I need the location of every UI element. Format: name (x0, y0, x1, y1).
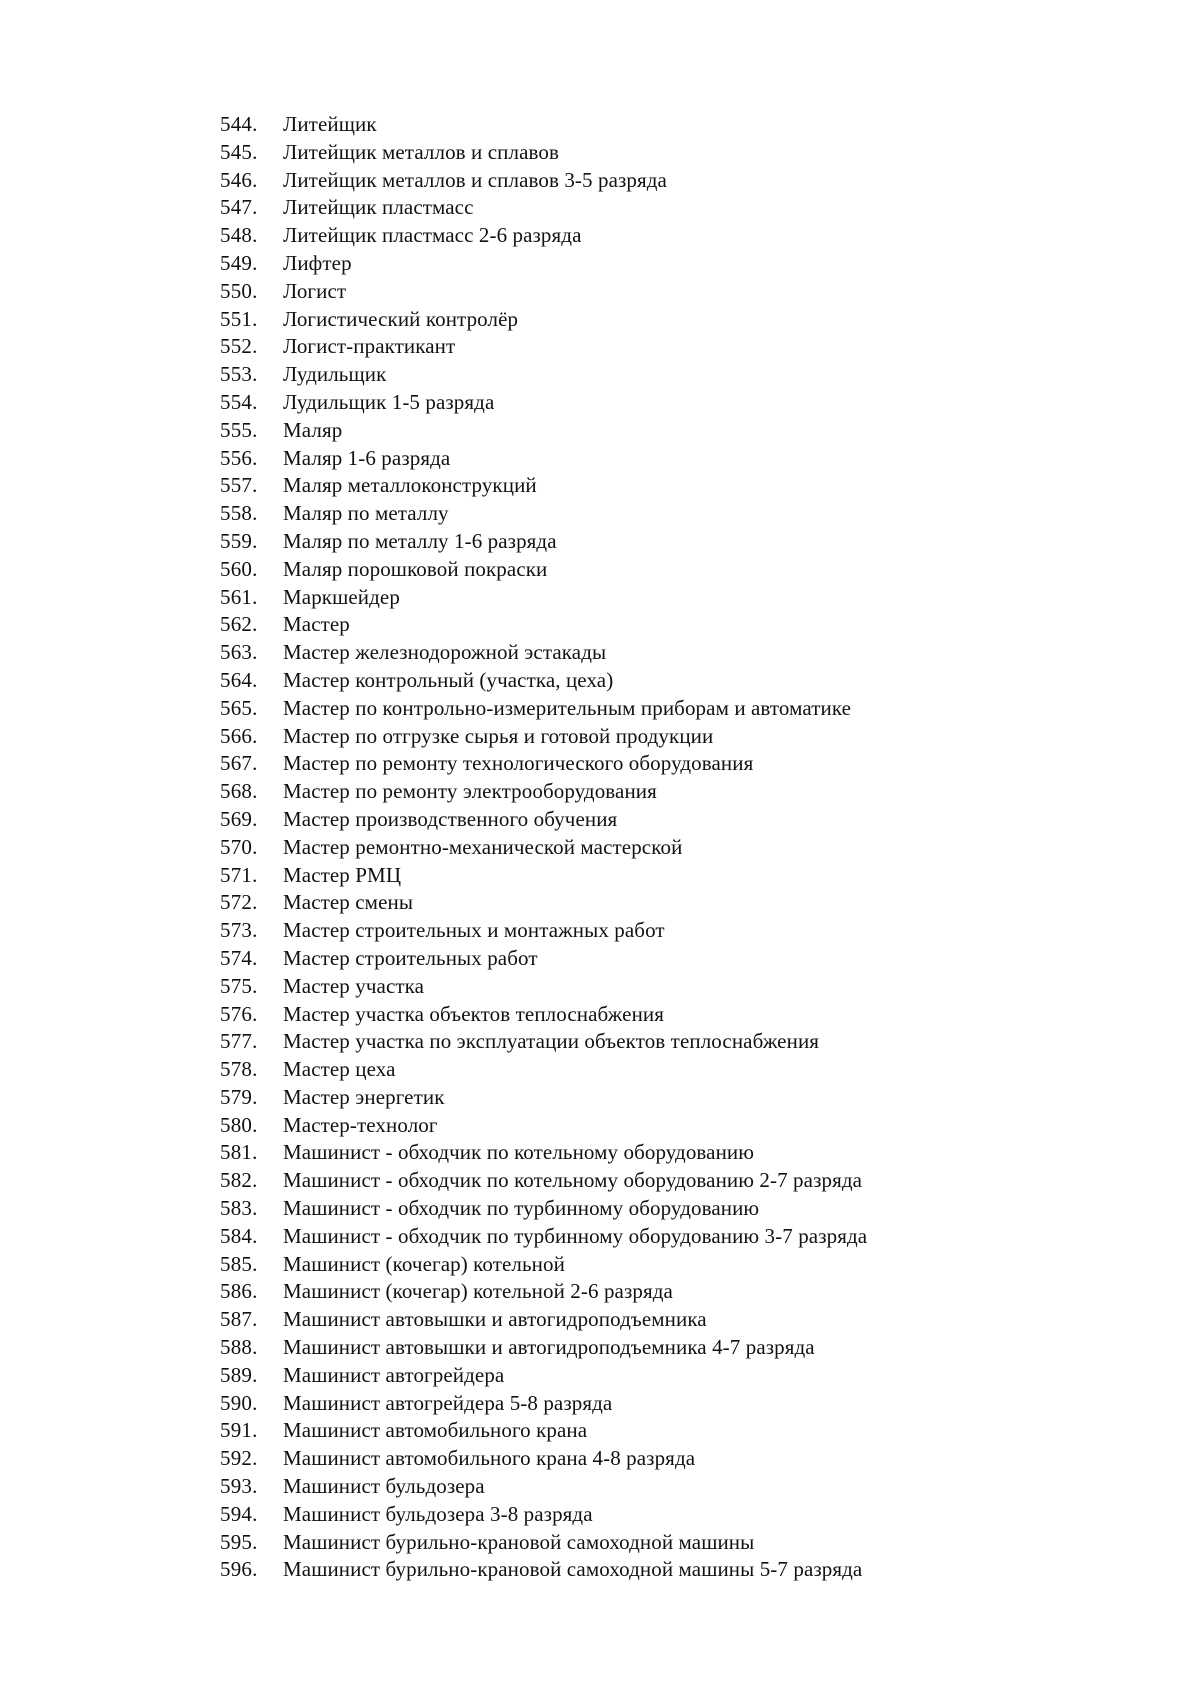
item-text: Литейщик пластмасс 2-6 разряда (283, 223, 582, 248)
item-number: 590. (220, 1390, 258, 1415)
list-item (220, 945, 867, 973)
list-item (220, 834, 867, 862)
item-text: Маляр порошковой покраски (283, 556, 548, 581)
item-number: 588. (220, 1335, 258, 1360)
item-text: Машинист (кочегар) котельной 2-6 разряда (283, 1279, 673, 1304)
list-item (220, 1473, 867, 1501)
item-number: 556. (220, 445, 258, 470)
item-number: 585. (220, 1251, 258, 1276)
item-text: Литейщик металлов и сплавов (283, 139, 559, 164)
list-item (220, 639, 867, 667)
list-item (220, 1445, 867, 1473)
list-item (220, 500, 867, 528)
item-number: 573. (220, 918, 258, 943)
item-text: Машинист бурильно-крановой самоходной машины (283, 1529, 755, 1554)
item-text: Лудильщик (283, 362, 387, 387)
list-item (220, 917, 867, 945)
list-item (220, 1167, 867, 1195)
item-number: 571. (220, 862, 258, 887)
item-number: 574. (220, 945, 258, 970)
list-item (220, 417, 867, 445)
item-number: 561. (220, 584, 258, 609)
item-number: 595. (220, 1529, 258, 1554)
item-number: 592. (220, 1446, 258, 1471)
item-number: 563. (220, 640, 258, 665)
list-item (220, 584, 867, 612)
list-item (220, 778, 867, 806)
list-item (220, 695, 867, 723)
item-text: Машинист - обходчик по турбинному оборудованию (283, 1196, 760, 1221)
item-text: Машинист автовышки и автогидроподъемника 4-7 разряда (283, 1335, 815, 1360)
item-text: Лифтер (283, 250, 352, 275)
item-number: 591. (220, 1418, 258, 1443)
list-item (220, 723, 867, 751)
list-item (220, 167, 867, 195)
item-text: Машинист - обходчик по котельному оборудованию 2-7 разряда (283, 1168, 863, 1193)
list-item (220, 1084, 867, 1112)
item-number: 559. (220, 528, 258, 553)
item-text: Маляр 1-6 разряда (283, 445, 451, 470)
item-text: Мастер цеха (283, 1057, 396, 1082)
list-item (220, 973, 867, 1001)
item-number: 547. (220, 195, 258, 220)
list-item (220, 611, 867, 639)
item-text: Мастер-технолог (283, 1112, 438, 1137)
list-item (220, 361, 867, 389)
list-item (220, 528, 867, 556)
item-number: 555. (220, 417, 258, 442)
item-number: 553. (220, 362, 258, 387)
item-text: Маляр по металлу 1-6 разряда (283, 528, 557, 553)
item-text: Мастер (283, 612, 350, 637)
item-text: Мастер по ремонту технологического оборудования (283, 751, 754, 776)
item-number: 550. (220, 278, 258, 303)
item-number: 583. (220, 1196, 258, 1221)
item-number: 548. (220, 223, 258, 248)
item-number: 584. (220, 1223, 258, 1248)
item-number: 586. (220, 1279, 258, 1304)
item-text: Машинист автомобильного крана 4-8 разряда (283, 1446, 696, 1471)
list-item (220, 556, 867, 584)
item-text: Машинист бульдозера 3-8 разряда (283, 1501, 593, 1526)
list-item (220, 1278, 867, 1306)
item-text: Машинист автогрейдера 5-8 разряда (283, 1390, 613, 1415)
item-number: 557. (220, 473, 258, 498)
list-item (220, 1501, 867, 1529)
item-number: 596. (220, 1557, 258, 1582)
item-text: Маркшейдер (283, 584, 400, 609)
list-item (220, 1195, 867, 1223)
item-number: 575. (220, 973, 258, 998)
item-text: Мастер участка (283, 973, 425, 998)
list-item (220, 278, 867, 306)
list-item (220, 862, 867, 890)
item-text: Маляр (283, 417, 343, 442)
list-item (220, 222, 867, 250)
item-number: 589. (220, 1362, 258, 1387)
item-text: Логистический контролёр (283, 306, 519, 331)
item-number: 554. (220, 389, 258, 414)
item-number: 581. (220, 1140, 258, 1165)
item-text: Мастер по ремонту электрооборудования (283, 779, 657, 804)
list-item (220, 1529, 867, 1557)
list-item (220, 111, 867, 139)
item-text: Машинист автовышки и автогидроподъемника (283, 1307, 707, 1332)
item-text: Мастер железнодорожной эстакады (283, 640, 607, 665)
item-number: 582. (220, 1168, 258, 1193)
item-number: 577. (220, 1029, 258, 1054)
item-text: Машинист автомобильного крана (283, 1418, 588, 1443)
list-item (220, 1112, 867, 1140)
item-number: 546. (220, 167, 258, 192)
list-item (220, 250, 867, 278)
item-text: Мастер смены (283, 890, 414, 915)
item-number: 567. (220, 751, 258, 776)
item-number: 587. (220, 1307, 258, 1332)
item-number: 562. (220, 612, 258, 637)
item-text: Мастер участка объектов теплоснабжения (283, 1001, 664, 1026)
item-text: Мастер ремонтно-механической мастерской (283, 834, 683, 859)
list-item (220, 1251, 867, 1279)
list-item (220, 139, 867, 167)
list-item (220, 1417, 867, 1445)
item-text: Мастер по контрольно-измерительным приборам и автоматике (283, 695, 852, 720)
list-item (220, 889, 867, 917)
item-number: 545. (220, 139, 258, 164)
list-item (220, 333, 867, 361)
item-number: 569. (220, 806, 258, 831)
list-item (220, 1223, 867, 1251)
item-number: 551. (220, 306, 258, 331)
list-item (220, 1556, 867, 1584)
item-text: Литейщик (283, 112, 377, 136)
list-item (220, 1362, 867, 1390)
item-number: 578. (220, 1057, 258, 1082)
item-number: 594. (220, 1501, 258, 1526)
item-number: 564. (220, 667, 258, 692)
item-text: Мастер участка по эксплуатации объектов теплоснабжения (283, 1029, 820, 1054)
item-number: 579. (220, 1084, 258, 1109)
item-number: 552. (220, 334, 258, 359)
item-number: 560. (220, 556, 258, 581)
list-item (220, 472, 867, 500)
item-text: Машинист бурильно-крановой самоходной машины 5-7 разряда (283, 1557, 863, 1582)
item-text: Литейщик пластмасс (283, 195, 474, 220)
item-number: 565. (220, 695, 258, 720)
item-text: Машинист - обходчик по турбинному оборудованию 3-7 разряда (283, 1223, 868, 1248)
item-number: 566. (220, 723, 258, 748)
occupation-list (220, 111, 867, 1584)
list-item (220, 1306, 867, 1334)
list-item (220, 306, 867, 334)
item-text: Мастер контрольный (участка, цеха) (283, 667, 614, 692)
item-number: 549. (220, 250, 258, 275)
item-text: Машинист автогрейдера (283, 1362, 505, 1387)
item-number: 580. (220, 1112, 258, 1137)
item-text: Маляр по металлу (283, 501, 449, 526)
list-item (220, 194, 867, 222)
item-number: 570. (220, 834, 258, 859)
item-text: Литейщик металлов и сплавов 3-5 разряда (283, 167, 667, 192)
list-item (220, 1001, 867, 1029)
item-number: 568. (220, 779, 258, 804)
item-text: Логист (283, 278, 347, 303)
item-text: Мастер производственного обучения (283, 806, 618, 831)
item-text: Мастер энергетик (283, 1084, 445, 1109)
item-text: Маляр металлоконструкций (283, 473, 537, 498)
item-text: Логист-практикант (283, 334, 456, 359)
item-text: Мастер РМЦ (283, 862, 402, 887)
item-text: Машинист (кочегар) котельной (283, 1251, 565, 1276)
list-item (220, 1028, 867, 1056)
list-item (220, 1390, 867, 1418)
list-item (220, 445, 867, 473)
list-item (220, 750, 867, 778)
list-item (220, 667, 867, 695)
item-text: Мастер по отгрузке сырья и готовой продукции (283, 723, 714, 748)
list-item (220, 806, 867, 834)
list-item (220, 1139, 867, 1167)
item-text: Машинист - обходчик по котельному оборудованию (283, 1140, 755, 1165)
list-item (220, 389, 867, 417)
item-number: 576. (220, 1001, 258, 1026)
item-number: 593. (220, 1474, 258, 1499)
item-text: Лудильщик 1-5 разряда (283, 389, 495, 414)
item-number: 558. (220, 501, 258, 526)
item-number: 572. (220, 890, 258, 915)
item-number: 544. (220, 112, 258, 136)
item-text: Машинист бульдозера (283, 1474, 485, 1499)
list-item (220, 1334, 867, 1362)
item-text: Мастер строительных работ (283, 945, 538, 970)
item-text: Мастер строительных и монтажных работ (283, 918, 665, 943)
list-item (220, 1056, 867, 1084)
